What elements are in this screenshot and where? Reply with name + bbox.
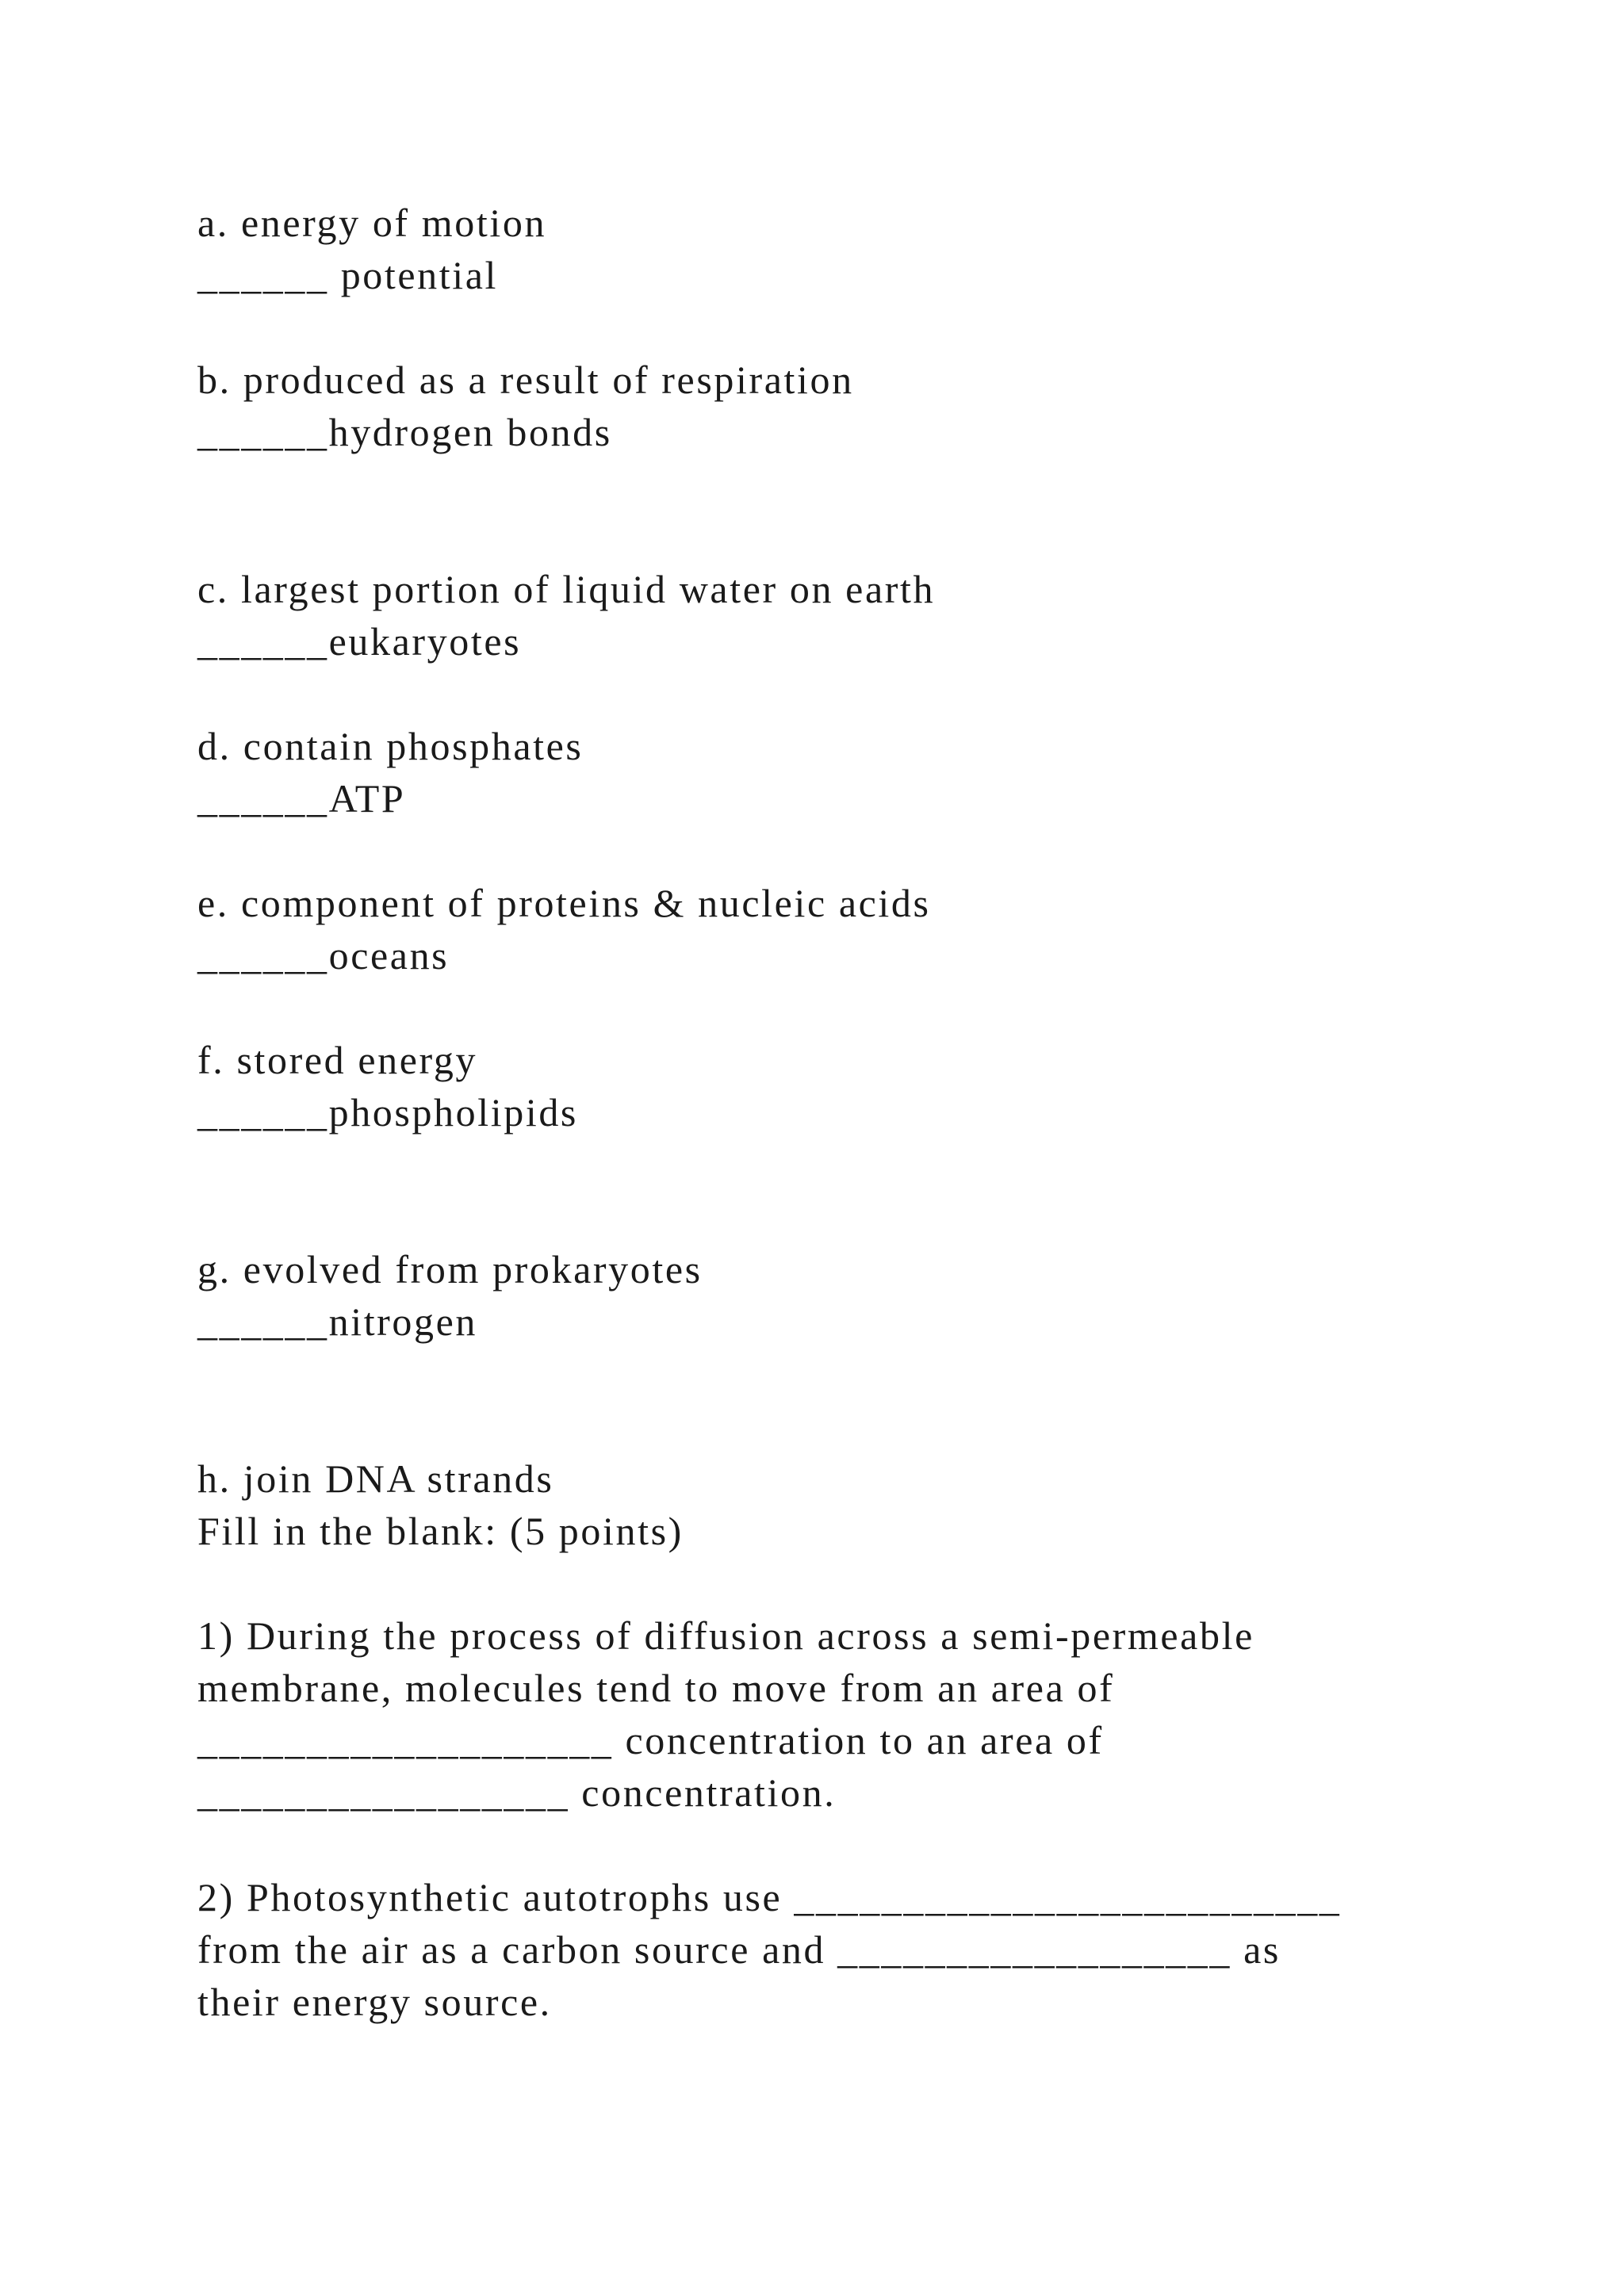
matching-answer-b: ______hydrogen bonds: [197, 410, 612, 454]
question-1-line-3: ___________________ concentration to an area of: [197, 1718, 1104, 1762]
matching-answer-c: ______eukaryotes: [197, 619, 522, 664]
matching-answer-d: ______ATP: [197, 776, 406, 821]
matching-clue-b: b. produced as a result of respiration: [197, 358, 854, 402]
matching-clue-g: g. evolved from prokaryotes: [197, 1247, 703, 1292]
matching-clue-f: f. stored energy: [197, 1038, 478, 1082]
matching-answer-e: ______oceans: [197, 933, 450, 978]
fill-in-heading: Fill in the blank: (5 points): [197, 1509, 684, 1553]
question-2-line-1: 2) Photosynthetic autotrophs use _________________________: [197, 1875, 1342, 1919]
matching-answer-a: ______ potential: [197, 253, 499, 297]
question-1-line-4: _________________ concentration.: [197, 1770, 837, 1815]
question-2-line-3: their energy source.: [197, 1980, 552, 2024]
question-2-line-2: from the air as a carbon source and __________________ as: [197, 1927, 1281, 1972]
matching-clue-d: d. contain phosphates: [197, 724, 584, 768]
question-1-line-1: 1) During the process of diffusion across a semi-permeable: [197, 1613, 1254, 1658]
matching-clue-a: a. energy of motion: [197, 201, 547, 245]
question-1-line-2: membrane, molecules tend to move from an area of: [197, 1666, 1115, 1710]
matching-clue-h: h. join DNA strands: [197, 1456, 554, 1501]
matching-answer-g: ______nitrogen: [197, 1299, 478, 1344]
matching-answer-f: ______phospholipids: [197, 1090, 578, 1135]
matching-clue-c: c. largest portion of liquid water on earth: [197, 567, 936, 611]
matching-clue-e: e. component of proteins & nucleic acids: [197, 881, 931, 925]
